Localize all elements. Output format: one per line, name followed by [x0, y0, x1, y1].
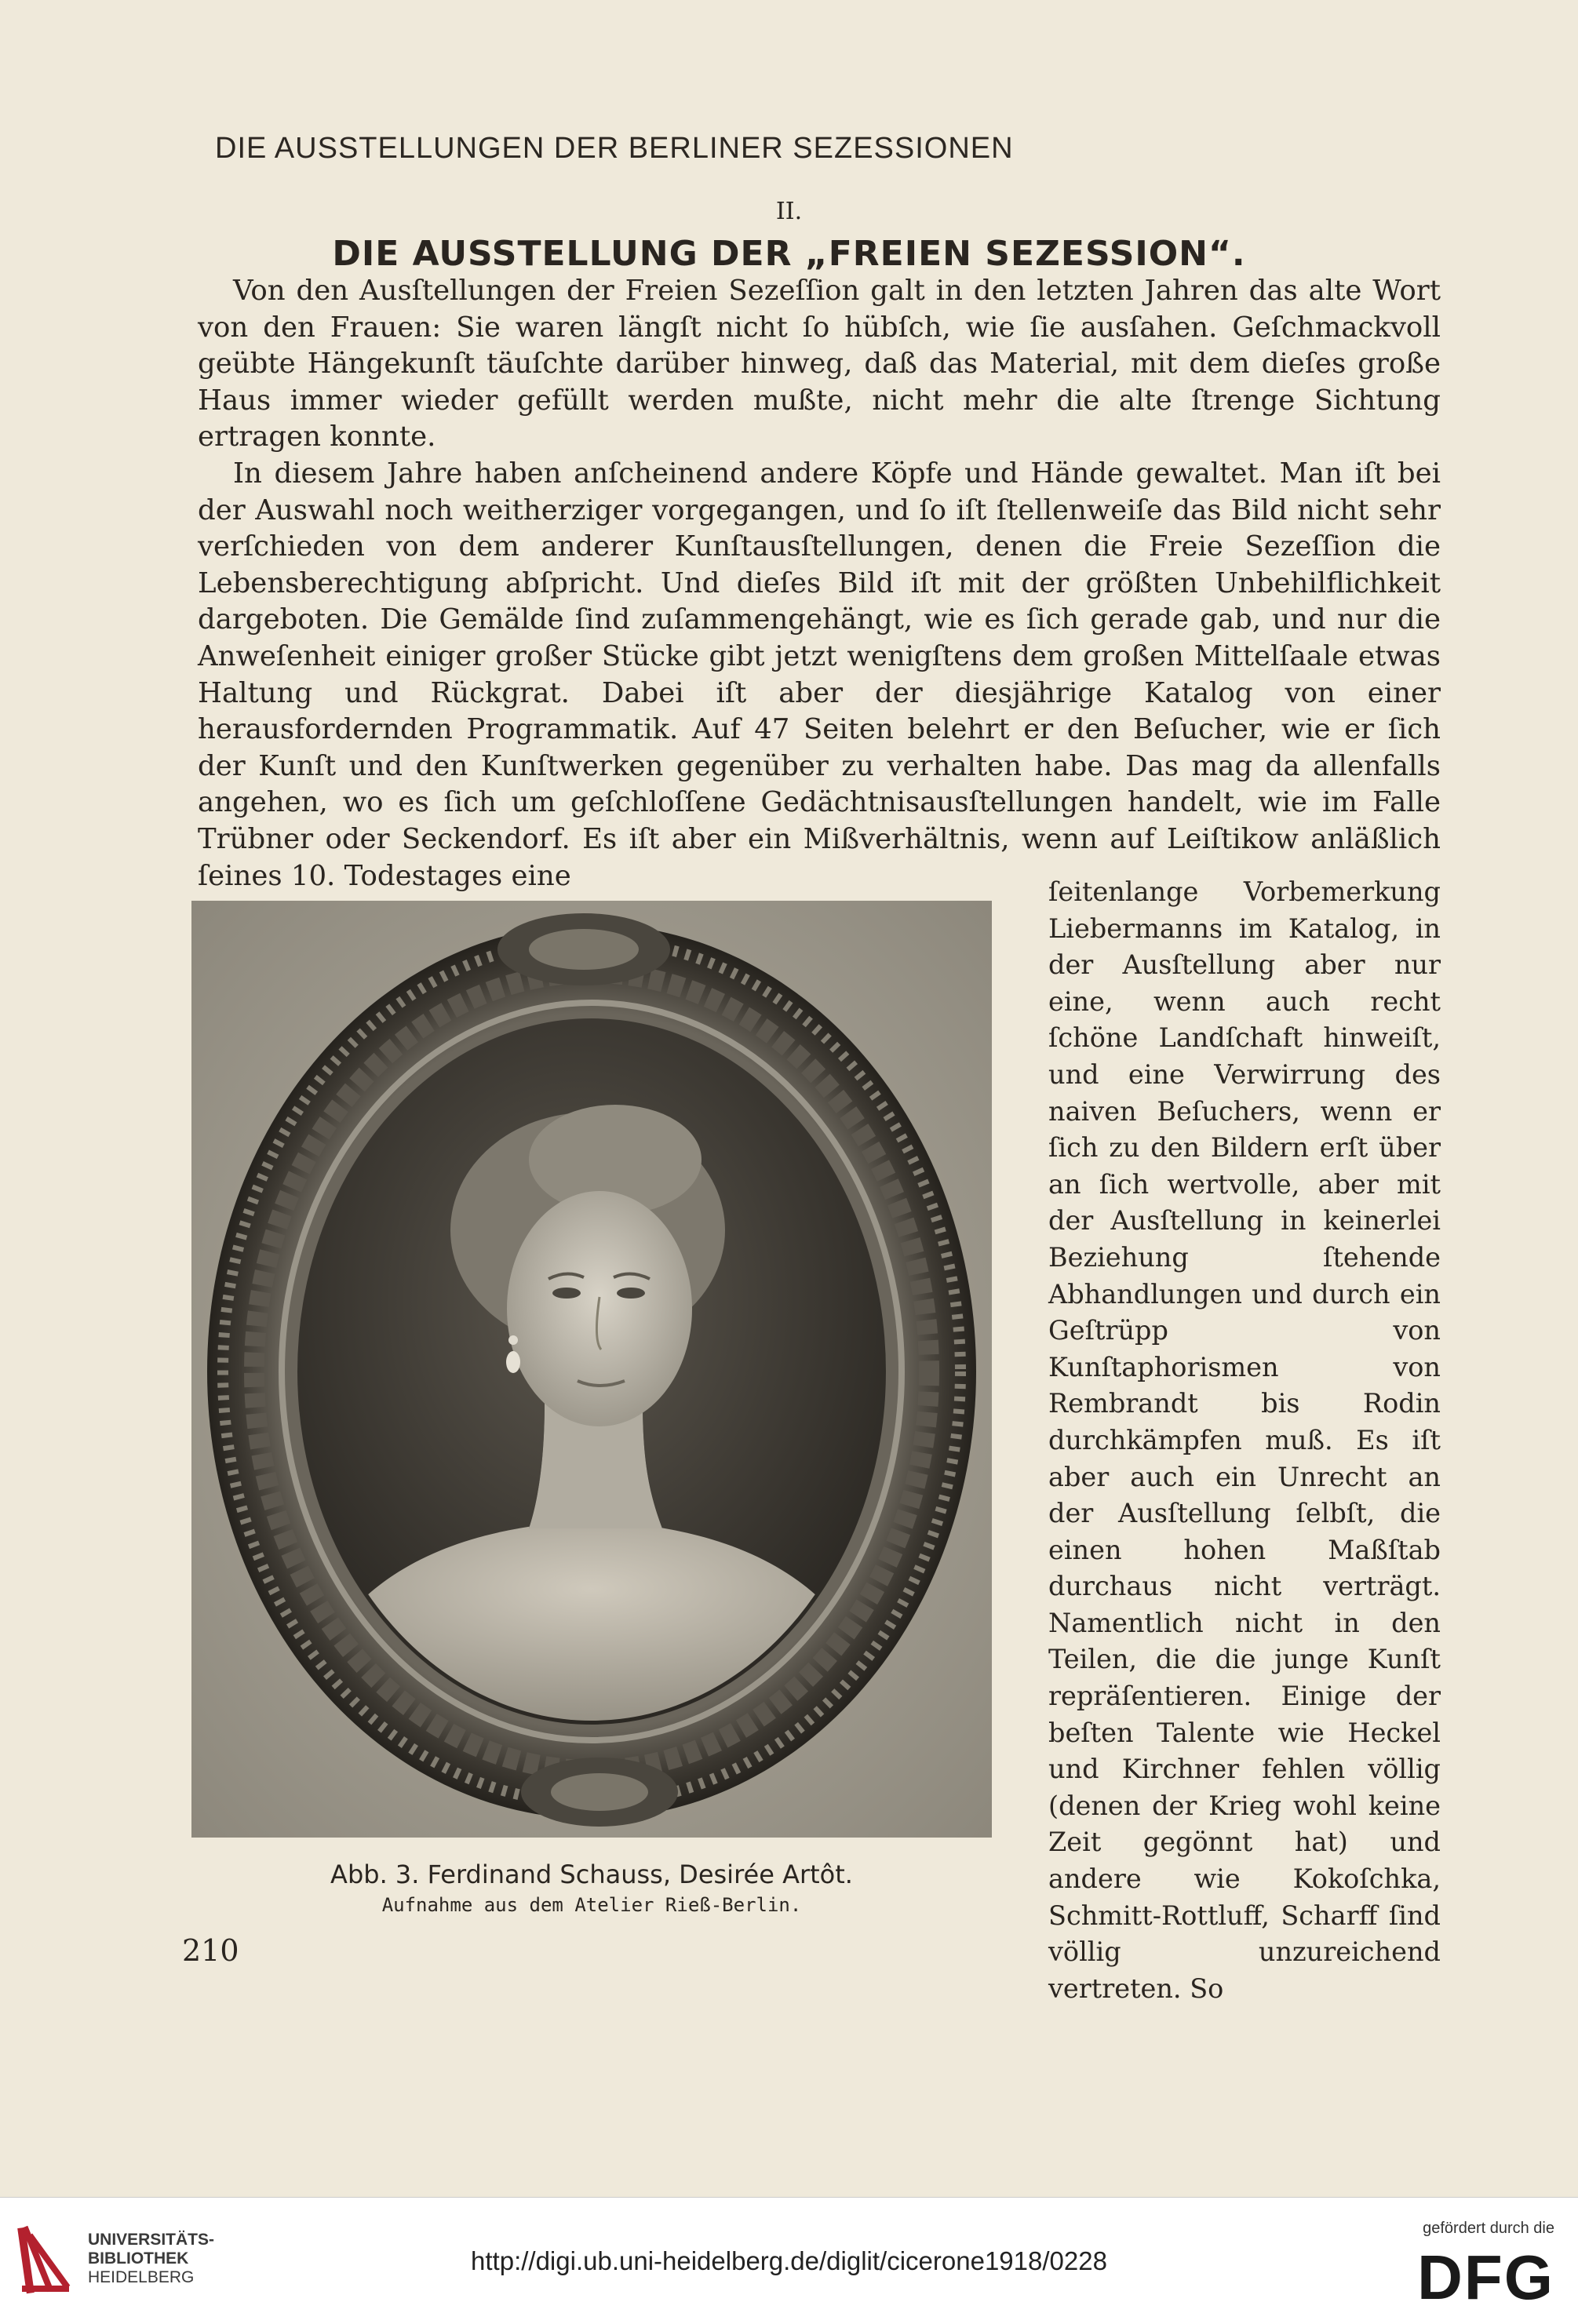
page-number: 210 — [182, 1933, 239, 1968]
paragraph: In diesem Jahre haben anſcheinend andere Köpfe und Hände gewaltet. Man iſt bei der Auswahl noch weitherziger vorgegangen, und ſo iſt ſtellenweiſe das Bild nicht sehr verſchieden von dem anderer Kunſtausſtellungen, denen die Freie Sezeſſion die Lebensberechtigung abſpricht. Und dieſes Bild iſt mit der größten Unbehilflichkeit dargeboten. Die Gemälde ſind zuſammengehängt, wie es ſich gerade gab, und nur die Anweſenheit einiger großer Stücke gibt jetzt wenigſtens dem großen Mittelſaale etwas Haltung und Rückgrat. Dabei iſt aber der diesjährige Katalog von einer herausfordernden Programmatik. Auf 47 Seiten belehrt er den Beſucher, wie er ſich der Kunſt und den Kunſtwerken gegenüber zu verhalten habe. Das mag da allenfalls angehen, wo es ſich um geſchloſſene Gedächtnisausſtellungen handelt, wie im Falle Trübner oder Seckendorf. Es iſt aber ein Mißverhältnis, wenn auf Leiſtikow anläßlich ſeines 10. Todestages eine — [198, 457, 1441, 892]
library-line: HEIDELBERG — [88, 2268, 195, 2286]
figure-credit: Aufnahme aus dem Atelier Rieß-Berlin. — [381, 1894, 802, 1916]
portrait-image — [191, 901, 992, 1838]
portrait-figure — [191, 901, 992, 1838]
dfg-logo[interactable]: DFG — [1417, 2242, 1554, 2312]
permalink-url[interactable]: http://digi.ub.uni-heidelberg.de/diglit/cicerone1918/0228 — [471, 2246, 1107, 2275]
library-line: BIBLIOTHEK — [88, 2249, 189, 2268]
paragraph: ſeitenlange Vorbemerkung Liebermanns im Katalog, in der Ausſtellung aber nur eine, wenn auch recht ſchöne Landſchaft hinweiſt, und eine Verwirrung des naiven Beſuchers, wenn er ſich zu den Bildern erſt über an ſich wertvolle, aber mit der Ausſtellung in keinerlei Beziehung ſtehende Abhandlungen und durch ein Geſtrüpp von Kunſtaphorismen von Rembrandt bis Rodin durchkämpfen muß. Es iſt aber auch ein Unrecht an der Ausſtellung ſelbſt, die einen hohen Maßſtab durchaus nicht verträgt. Namentlich nicht in den Teilen, die die junge Kunſt repräſentieren. Einige der beſten Talente wie Heckel und Kirchner fehlen völlig (denen der Krieg wohl keine Zeit gegönnt hat) und andere wie Kokoſchka, Schmitt-Rottluff, Scharff ſind völlig unzureichend vertreten. So — [1048, 876, 1441, 2004]
funding-note: gefördert durch die — [1423, 2220, 1554, 2237]
body-text-narrow-column — [1048, 874, 1441, 2007]
section-title: DIE AUSSTELLUNG DER „FREIEN SEZESSION“. — [332, 234, 1246, 274]
digitization-footer — [0, 2197, 1578, 2324]
library-line: UNIVERSITÄTS- — [88, 2231, 215, 2249]
figure-caption: Abb. 3. Ferdinand Schauss, Desirée Artôt. — [330, 1860, 853, 1889]
section-number: II. — [775, 198, 803, 225]
body-text-full-width — [198, 273, 1441, 894]
paragraph: Von den Ausſtellungen der Freien Sezeſſion galt in den letzten Jahren das alte Wort von den Frauen: Sie waren längſt nicht ſo hübſch, wie ſie ausſahen. Geſchmackvoll geübte Hängekunſt täuſchte darüber hinweg, daß das Material, mit dem dieſes große Haus immer wieder gefüllt werden mußte, nicht mehr die alte ſtrenge Sichtung ertragen konnte. — [198, 275, 1441, 454]
running-head: DIE AUSSTELLUNGEN DER BERLINER SEZESSIONEN — [215, 132, 1014, 165]
